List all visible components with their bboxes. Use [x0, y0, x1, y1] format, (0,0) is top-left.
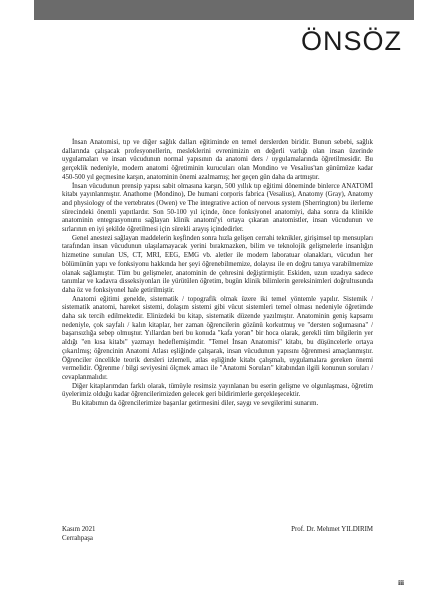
page-number: iii — [398, 579, 404, 587]
paragraph: Bu kitabımın da öğrencilerimize başarılar getirmesini diler, saygı ve sevgilerimi sunarım. — [72, 400, 319, 408]
signature-date: Kasım 2021 — [62, 526, 96, 533]
signature-place: Cerrahpaşa — [62, 534, 93, 542]
signature-author: Prof. Dr. Mehmet YILDIRIM — [291, 526, 373, 533]
preface-body — [62, 139, 373, 409]
paragraph: Anatomi eğitimi genelde, sistematik / topografik olmak üzere iki temel yöntemle yapılır. Sistemik / sistematik anatomi, hareket sistemi, dolaşım sistemi gibi vücut sistemleri temel olması nedeniyle öğretimde daha sık tercih edilmektedir. Elinizdeki bu kitap, sistematik düzende yazılmıştır. Anatominin geniş kapsamı nedeniyle, çok sayfalı / kalın kitaplar, her zaman öğrencilerin gözünü korkutmuş ve "dersten soğumasına" / başarısızlığa sebep olmuştur. Yıllardan beri bu konuda "kafa yoran" bir hoca olarak, gerekli tüm bilgilerin yer aldığı "en kısa kitabı" yazmayı hedeflemişimdir. "Temel İnsan Anatomisi" kitabı, bu düşüncelerle ortaya çıkarılmış; öğrencinin Anatomi Atlası eşliğinde çalışarak, insan vücudunun yapısını öğrenmesi amaçlanmıştır. Öğrenciler öncelikle teorik dersleri izlemeli, atlas eşliğinde kitabı çalışmalı, uygulamalara gereken önemi vermelidir. Öğrenme / bilgi seviyesini ölçmek amacı ile "Anatomi Soruları" kitabından ilgili konunun soruları / cevaplanmalıdır. — [62, 295, 373, 381]
header-bar — [34, 0, 414, 20]
paragraph: İnsan Anatomisi, tıp ve diğer sağlık dalları eğitiminde en temel derslerden biridir. Bunun sebebi, sağlık dallarında çalışacak profesyonellerin, mesleklerini evrenimizin en değerli varlığı olan insan üzerinde uygulamaları ve insan vücudunun normal yapısının da anatomi ders / uygulamalarında öğretilmesidir. Bu gerçeklik nedeniyle, modern anatomi öğretiminin kurucuları olan Mondino ve Vesalius'tan günümüze kadar 450-500 yıl geçmesine karşın, anatominin önemi azalmamış; her geçen gün daha da artmıştır. — [62, 139, 373, 181]
paragraph: Diğer kitaplarımdan farklı olarak, tümüyle resimsiz yayınlanan bu eserin gelişme ve olgunlaşması, öğretim üyelerimiz olduğu kadar öğrencilerimizden gelecek geri bildirimlerle gerçekleşecektir. — [62, 382, 373, 399]
date-place — [62, 526, 96, 543]
paragraph: İnsan vücudunun prensip yapısı sabit olmasına karşın, 500 yıllık tıp eğitimi döneminde binlerce ANATOMİ kitabı yayınlanmıştır. Anathome (Mondino), De humani corporis fabrica (Vesalius), Anatomy (Gray), Anatomy and physiology of the vertebrates (Owen) ve The integrative action of nervous system (Sherrington) bu ilerleme sürecindeki önemli yapıtlardır. Son 50-100 yıl içinde, önce fonksiyonel anatomiyi, daha sonra da klinikle anatominin entegrasyonunu sağlayan klinik anatomi'yi ortaya çıkaran anatomistler, insan vücudunun ve sırlarının en iyi şekilde öğretilmesi için sürekli arayış içindedirler. — [62, 182, 373, 234]
page-title: ÖNSÖZ — [300, 26, 402, 56]
paragraph: Genel anestezi sağlayan maddelerin keşfinden sonra hızla gelişen cerrahi teknikler, girişimsel tıp mensupları tarafından insan vücudunun ulaşılamayacak yerini bırakmazken, bilim ve teknolojik gelişmelerle insanlığın hizmetine sunulan US, CT, MRI, EEG, EMG vb. aletler ile modern laboratuar olanakları, vücudun her bölümünün yapı ve fonksiyonu hakkında her şeyi öğrenebilmemize, dolayısı ile en doğru tanıya varabilmemize olanak sağlamıştır. Tüm bu gelişmeler, anatominin de çehresini değiştirmiştir. Eskiden, uzun uzadıya sadece tanımlar ve kadavra disseksiyonları ile yürütülen öğretim, bugün klinik bilimlerin gereksinimleri doğrultusunda daha öz ve fonksiyonel hale getirilmiştir. — [62, 234, 373, 294]
